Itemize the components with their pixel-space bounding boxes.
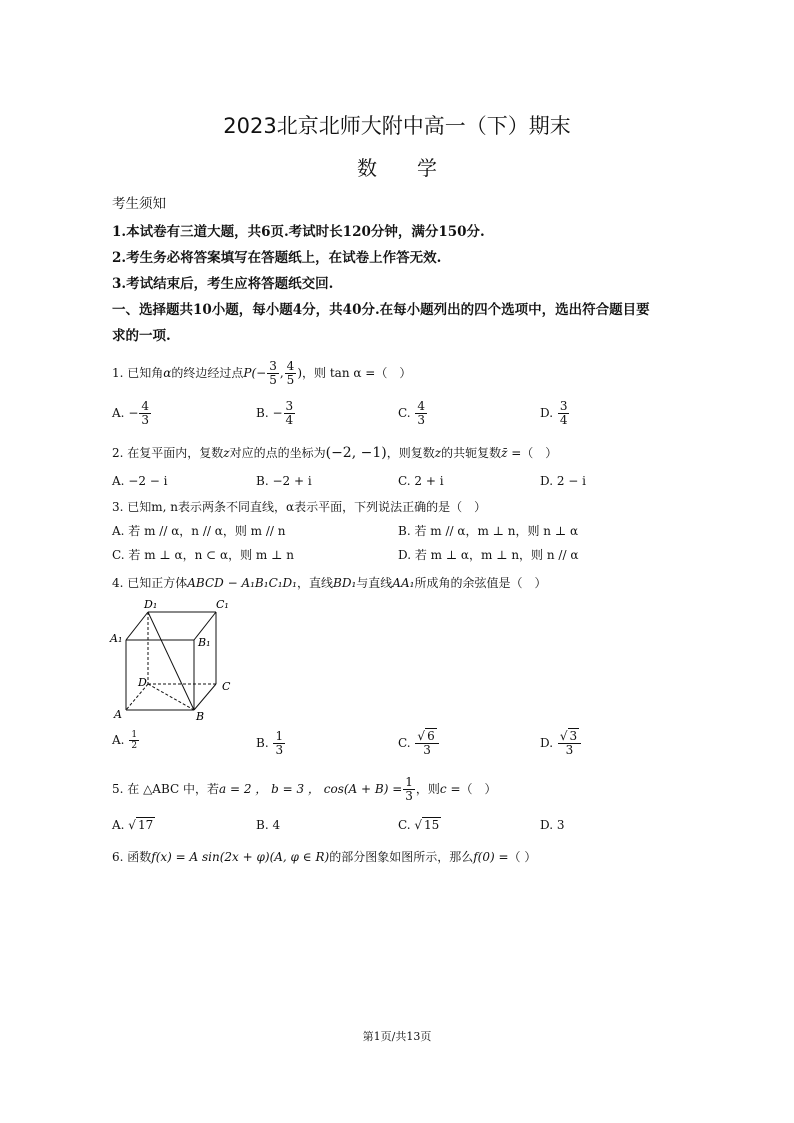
- q4-option-a[interactable]: A. $\frac{1}{2}$: [112, 730, 138, 751]
- q3-option-a[interactable]: A. 若 m // α，n // α，则 m // n: [112, 524, 286, 538]
- label-a1: A₁: [110, 632, 123, 645]
- q5-option-c[interactable]: C. √ 15: [398, 818, 440, 832]
- edge-cb: [194, 684, 216, 710]
- page-footer: 第1页/共13页: [362, 1030, 432, 1043]
- q1-option-a[interactable]: A. − $\frac{4}{3}$: [112, 399, 150, 427]
- q3-option-c[interactable]: C. 若 m ⊥ α，n ⊂ α，则 m ⊥ n: [112, 548, 294, 562]
- label-c: C: [222, 680, 231, 693]
- section1-line2: 求的一项.: [112, 328, 171, 344]
- line-db-hidden: [148, 684, 194, 710]
- q4-option-b[interactable]: B. $\frac{1}{3}$: [256, 729, 284, 757]
- notice-item-1: 1.本试卷有三道大题，共6页.考试时长120分钟，满分150分.: [112, 224, 485, 240]
- question-5: 5. 在 △ABC 中，若a = 2 ， b = 3 ， cos(A + B) = $\frac{1}{3}$ ，则c =（ ）: [112, 775, 497, 803]
- cube-figure: [108, 596, 248, 722]
- notice-item-2: 2.考生务必将答案填写在答题纸上，在试卷上作答无效.: [112, 250, 442, 266]
- question-6: 6. 函数f(x) = A sin(2x + φ)(A, φ ∈ R)的部分图象如图所示，那么f(0) =（ ）: [112, 850, 537, 864]
- subject-title: 数学: [357, 156, 477, 180]
- question-4: 4. 已知正方体ABCD − A₁B₁C₁D₁，直线BD₁与直线AA₁所成角的余弦值是（ ）: [112, 576, 547, 590]
- label-c1: C₁: [216, 598, 229, 611]
- q1-option-c[interactable]: C. $\frac{4}{3}$: [398, 399, 426, 427]
- q2-option-c[interactable]: C. 2 + i: [398, 474, 444, 488]
- q2-option-b[interactable]: B. −2 + i: [256, 474, 312, 488]
- notice-item-3: 3.考试结束后，考生应将答题纸交回.: [112, 276, 334, 292]
- q2-option-d[interactable]: D. 2 − i: [540, 474, 586, 488]
- question-2: 2. 在复平面内，复数z对应的点的坐标为(−2, −1)，则复数z的共轭复数z̄ =（ ）: [112, 445, 558, 461]
- q5-option-b[interactable]: B. 4: [256, 818, 281, 832]
- question-1: 1. 已知角α的终边经过点P(− $\frac{3}{5}$ , $\frac{4}{5}$ )，则 tan α =（ ）: [112, 359, 412, 387]
- label-a: A: [114, 708, 122, 721]
- q1-option-d[interactable]: D. $\frac{3}{4}$: [540, 399, 568, 427]
- label-b: B: [196, 710, 205, 722]
- line-bd1: [148, 612, 194, 710]
- question-3: 3. 已知m, n表示两条不同直线，α表示平面，下列说法正确的是（ ）: [112, 500, 487, 514]
- label-d: D: [138, 676, 147, 689]
- label-b1: B₁: [198, 636, 211, 649]
- q3-option-b[interactable]: B. 若 m // α，m ⊥ n，则 n ⊥ α: [398, 524, 579, 538]
- edge-a1d1: [126, 612, 148, 640]
- section1-line1: 一、选择题共10小题，每小题4分，共40分.在每小题列出的四个选项中，选出符合题目要: [112, 302, 650, 318]
- q3-option-d[interactable]: D. 若 m ⊥ α，m ⊥ n，则 n // α: [398, 548, 579, 562]
- q1-option-b[interactable]: B. − $\frac{3}{4}$: [256, 399, 294, 427]
- notice-heading: 考生须知: [112, 196, 166, 212]
- q2-option-a[interactable]: A. −2 − i: [112, 474, 168, 488]
- page-title: 2023北京北师大附中高一（下）期末: [223, 114, 571, 138]
- q5-option-d[interactable]: D. 3: [540, 818, 565, 832]
- q4-option-c[interactable]: C. $\frac{√ 6}{3}$: [398, 730, 440, 757]
- label-d1: D₁: [144, 598, 158, 611]
- q5-option-a[interactable]: A. √ 17: [112, 818, 154, 832]
- q4-option-d[interactable]: D. $\frac{√ 3}{3}$: [540, 730, 582, 757]
